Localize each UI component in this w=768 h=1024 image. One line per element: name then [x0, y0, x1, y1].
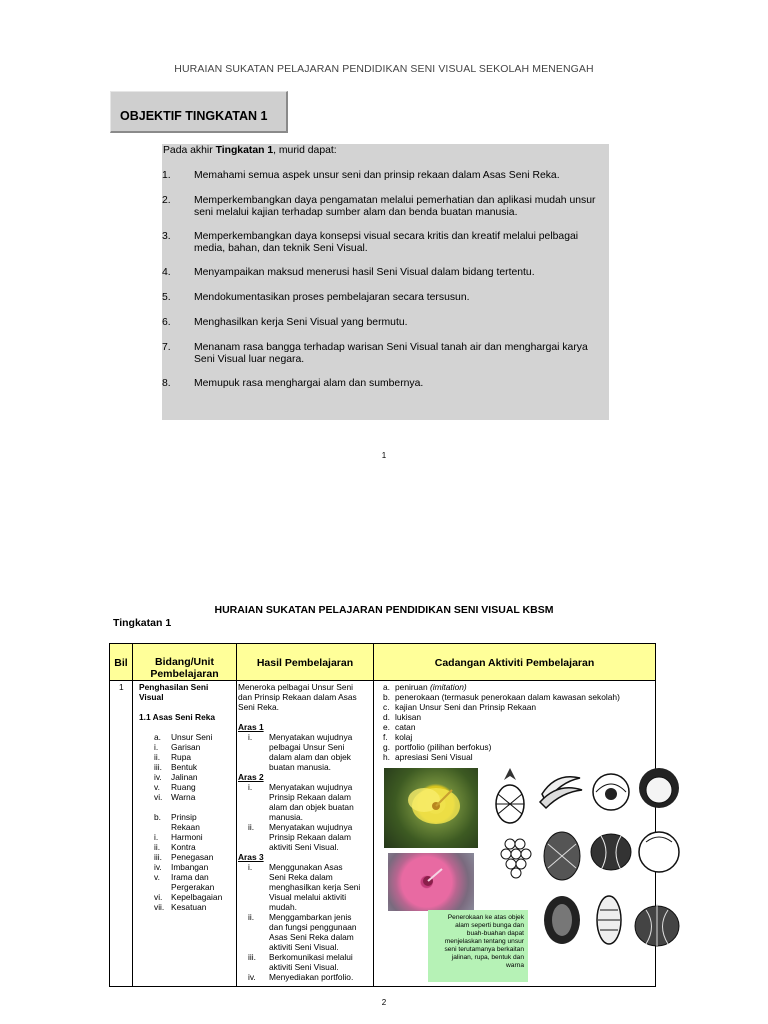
outcome-line: Menyediakan portfolio.: [269, 972, 354, 982]
objective-text-line: Memperkembangkan daya konsepsi visual secara kritis dan kreatif melalui pelbagai: [194, 231, 579, 242]
list-number: v.: [154, 872, 160, 882]
activity-item: catan: [395, 722, 416, 732]
list-number: iii.: [154, 852, 162, 862]
list-number: iv.: [248, 972, 256, 982]
header-bil: Bil: [110, 644, 133, 681]
outcome-line: Menggunakan Asas: [269, 862, 343, 872]
cell-hasil: [238, 682, 372, 982]
list-item: Garisan: [171, 742, 201, 752]
list-number: ii.: [154, 842, 161, 852]
objective-text: [194, 378, 608, 390]
header-hasil: Hasil Pembelajaran: [237, 644, 374, 681]
objective-text-line: Menyampaikan maksud menerusi hasil Seni Visual dalam bidang tertentu.: [194, 267, 535, 278]
melon-sketch: [636, 824, 682, 876]
list-item: Kesatuan: [171, 902, 207, 912]
outcome-line: Menyatakan wujudnya: [269, 732, 353, 742]
fruit-sketch: [588, 764, 634, 814]
outcome-line: aktiviti Seni Visual.: [269, 842, 339, 852]
outcome-line: Menyatakan wujudnya: [269, 822, 353, 832]
outcome-line: dan fungsi penggunaan: [269, 922, 357, 932]
list-number: iv.: [154, 772, 162, 782]
list-item: Harmoni: [171, 832, 203, 842]
objective-text-line: Memahami semua aspek unsur seni dan prinsip rekaan dalam Asas Seni Reka.: [194, 170, 560, 181]
objective-number: 3.: [162, 231, 171, 242]
activity-item: lukisan: [395, 712, 422, 722]
outcome-line: alam dan objek buatan: [269, 802, 354, 812]
list-number: iii.: [248, 952, 256, 962]
list-number: ii.: [154, 752, 161, 762]
list-item: Kontra: [171, 842, 196, 852]
unit-title-line: Penghasilan Seni: [139, 682, 209, 692]
activity-note: [428, 910, 528, 982]
activity-item: penerokaan (termasuk penerokaan dalam kawasan sekolah): [395, 692, 620, 702]
objective-text-line: media, bahan, dan teknik Seni Visual.: [194, 243, 368, 254]
note-line: buah-buahan dapat: [466, 930, 524, 937]
column-divider: [132, 681, 133, 986]
jackfruit-sketch: [540, 890, 584, 948]
list-item: Jalinan: [171, 772, 198, 782]
objective-number: 8.: [162, 378, 171, 389]
list-number: a.: [383, 682, 390, 692]
activity-item: peniruan (imitation): [395, 682, 467, 692]
objective-text-line: Mendokumentasikan proses pembelajaran secara tersusun.: [194, 292, 470, 303]
list-number: ii.: [248, 822, 255, 832]
objective-text-line: Menanam rasa bangga terhadap warisan Seni Visual tanah air dan menghargai karya: [194, 342, 588, 353]
list-number: d.: [383, 712, 390, 722]
note-line: Penerokaan ke atas objek: [447, 914, 524, 921]
grapes-sketch: [496, 830, 536, 880]
objective-text: [194, 170, 608, 182]
group-label: a.: [154, 732, 161, 742]
outcome-intro-line: Meneroka pelbagai Unsur Seni: [238, 682, 353, 692]
note-line: warna: [506, 962, 524, 969]
list-item: Pergerakan: [171, 882, 215, 892]
header-bidang: Bidang/Unit Pembelajaran: [133, 644, 237, 681]
page-number: 2: [381, 998, 387, 1007]
objective-text-line: Memperkembangkan daya pengamatan melalui pemerhatian dan aplikasi mudah unsur: [194, 195, 596, 206]
list-number: vi.: [154, 892, 163, 902]
list-number: ii.: [248, 912, 255, 922]
outcome-line: Seni Reka dalam: [269, 872, 333, 882]
objective-tab-title: OBJEKTIF TINGKATAN 1: [110, 91, 288, 133]
list-number: i.: [248, 862, 253, 872]
outcome-line: Asas Seni Reka dalam: [269, 932, 354, 942]
banana-sketch: [536, 764, 586, 814]
objective-text: [194, 195, 608, 219]
list-number: iv.: [154, 862, 162, 872]
activity-item-italic: (imitation): [429, 682, 467, 692]
group-text: Prinsip: [171, 812, 197, 822]
hibiscus-pink-photo: [388, 853, 474, 911]
cell-bidang: [139, 682, 235, 982]
activity-item: portfolio (pilihan berfokus): [395, 742, 492, 752]
objective-text: [194, 317, 608, 329]
section-subtitle: Tingkatan 1: [113, 617, 172, 629]
note-line: seni terutamanya berkaitan: [444, 946, 524, 953]
objective-text: [194, 267, 608, 279]
objective-number: 5.: [162, 292, 171, 303]
objective-text: [194, 342, 608, 366]
objective-number: 7.: [162, 342, 171, 353]
column-divider: [236, 681, 237, 986]
list-item: Rupa: [171, 752, 192, 762]
pumpkin-sketch: [588, 824, 634, 874]
subunit-title: 1.1 Asas Seni Reka: [139, 712, 216, 722]
objective-number: 4.: [162, 267, 171, 278]
note-line: alam seperti bunga dan: [455, 922, 524, 929]
list-number: iii.: [154, 762, 162, 772]
list-item: Ruang: [171, 782, 196, 792]
group-text: Unsur Seni: [171, 732, 213, 742]
outcome-line: aktiviti Seni Visual.: [269, 942, 339, 952]
level-label: Aras 3: [238, 852, 264, 862]
outcome-line: Menggambarkan jenis: [269, 912, 352, 922]
header-cadangan: Cadangan Aktiviti Pembelajaran: [434, 657, 595, 669]
outcome-line: Prinsip Rekaan dalam: [269, 792, 351, 802]
objective-number: 1.: [162, 170, 171, 181]
outcome-line: buatan manusia.: [269, 762, 331, 772]
list-item: Irama dan: [171, 872, 209, 882]
group-label: b.: [154, 812, 161, 822]
note-line: jalinan, rupa, bentuk dan: [451, 954, 524, 961]
list-number: g.: [383, 742, 390, 752]
outcome-line: Berkomunikasi melalui: [269, 952, 353, 962]
objective-text: [194, 231, 608, 255]
activity-item: kajian Unsur Seni dan Prinsip Rekaan: [395, 702, 537, 712]
list-number: i.: [154, 832, 159, 842]
section-title: HURAIAN SUKATAN PELAJARAN PENDIDIKAN SENI VISUAL KBSM: [214, 604, 554, 616]
level-label: Aras 2: [238, 772, 264, 782]
objective-text-line: Seni Visual luar negara.: [194, 354, 305, 365]
list-number: i.: [154, 742, 159, 752]
outcome-line: menghasilkan kerja Seni: [269, 882, 361, 892]
list-number: h.: [383, 752, 390, 762]
level-label: Aras 1: [238, 722, 264, 732]
list-number: f.: [383, 732, 388, 742]
objective-box: [162, 144, 609, 420]
list-number: i.: [248, 732, 253, 742]
objective-number: 2.: [162, 195, 171, 206]
squash-sketch: [632, 890, 682, 950]
objective-intro: Pada akhir Tingkatan 1, murid dapat:: [163, 145, 337, 156]
list-number: c.: [383, 702, 390, 712]
list-number: v.: [154, 782, 160, 792]
objective-text-line: Memupuk rasa menghargai alam dan sumbernya.: [194, 378, 424, 389]
outcome-line: Menyatakan wujudnya: [269, 782, 353, 792]
page-header: HURAIAN SUKATAN PELAJARAN PENDIDIKAN SENI VISUAL SEKOLAH MENENGAH: [174, 63, 594, 75]
column-divider: [373, 681, 374, 986]
cell-cadangan: [383, 682, 653, 762]
cell-bil: 1: [119, 682, 124, 692]
list-item: Bentuk: [171, 762, 198, 772]
list-item: Imbangan: [171, 862, 209, 872]
outcome-line: Prinsip Rekaan dalam: [269, 832, 351, 842]
corn-sketch: [588, 890, 630, 946]
pineapple-sketch: [488, 764, 532, 826]
objective-number: 6.: [162, 317, 171, 328]
outcome-line: manusia.: [269, 812, 303, 822]
hibiscus-yellow-photo: [384, 768, 478, 848]
outcome-line: pelbagai Unsur Seni: [269, 742, 345, 752]
page-number: 1: [381, 451, 387, 460]
activity-item: kolaj: [395, 732, 413, 742]
outcome-line: Visual melalui aktiviti: [269, 892, 347, 902]
objective-text-line: seni melalui kajian terhadap sumber alam dan benda buatan manusia.: [194, 207, 518, 218]
list-number: e.: [383, 722, 390, 732]
list-item: Kepelbagaian: [171, 892, 223, 902]
list-number: vi.: [154, 792, 163, 802]
outcome-line: dalam alam dan objek: [269, 752, 351, 762]
list-number: b.: [383, 692, 390, 702]
objective-text-line: Menghasilkan kerja Seni Visual yang bermutu.: [194, 317, 408, 328]
table-header-row: [110, 644, 655, 681]
objective-text: [194, 292, 608, 304]
note-line: menjelaskan tentang unsur: [444, 938, 524, 945]
durian-sketch: [540, 824, 584, 884]
outcome-intro-line: Seni Reka.: [238, 702, 279, 712]
coconut-sketch: [636, 760, 682, 814]
outcome-line: aktiviti Seni Visual.: [269, 962, 339, 972]
list-item: Warna: [171, 792, 196, 802]
activity-item: apresiasi Seni Visual: [395, 752, 473, 762]
group-text: Rekaan: [171, 822, 200, 832]
unit-title-line: Visual: [139, 692, 164, 702]
outcome-line: mudah.: [269, 902, 297, 912]
outcome-intro-line: dan Prinsip Rekaan dalam Asas: [238, 692, 357, 702]
list-number: vii.: [154, 902, 165, 912]
list-item: Penegasan: [171, 852, 214, 862]
list-number: i.: [248, 782, 253, 792]
